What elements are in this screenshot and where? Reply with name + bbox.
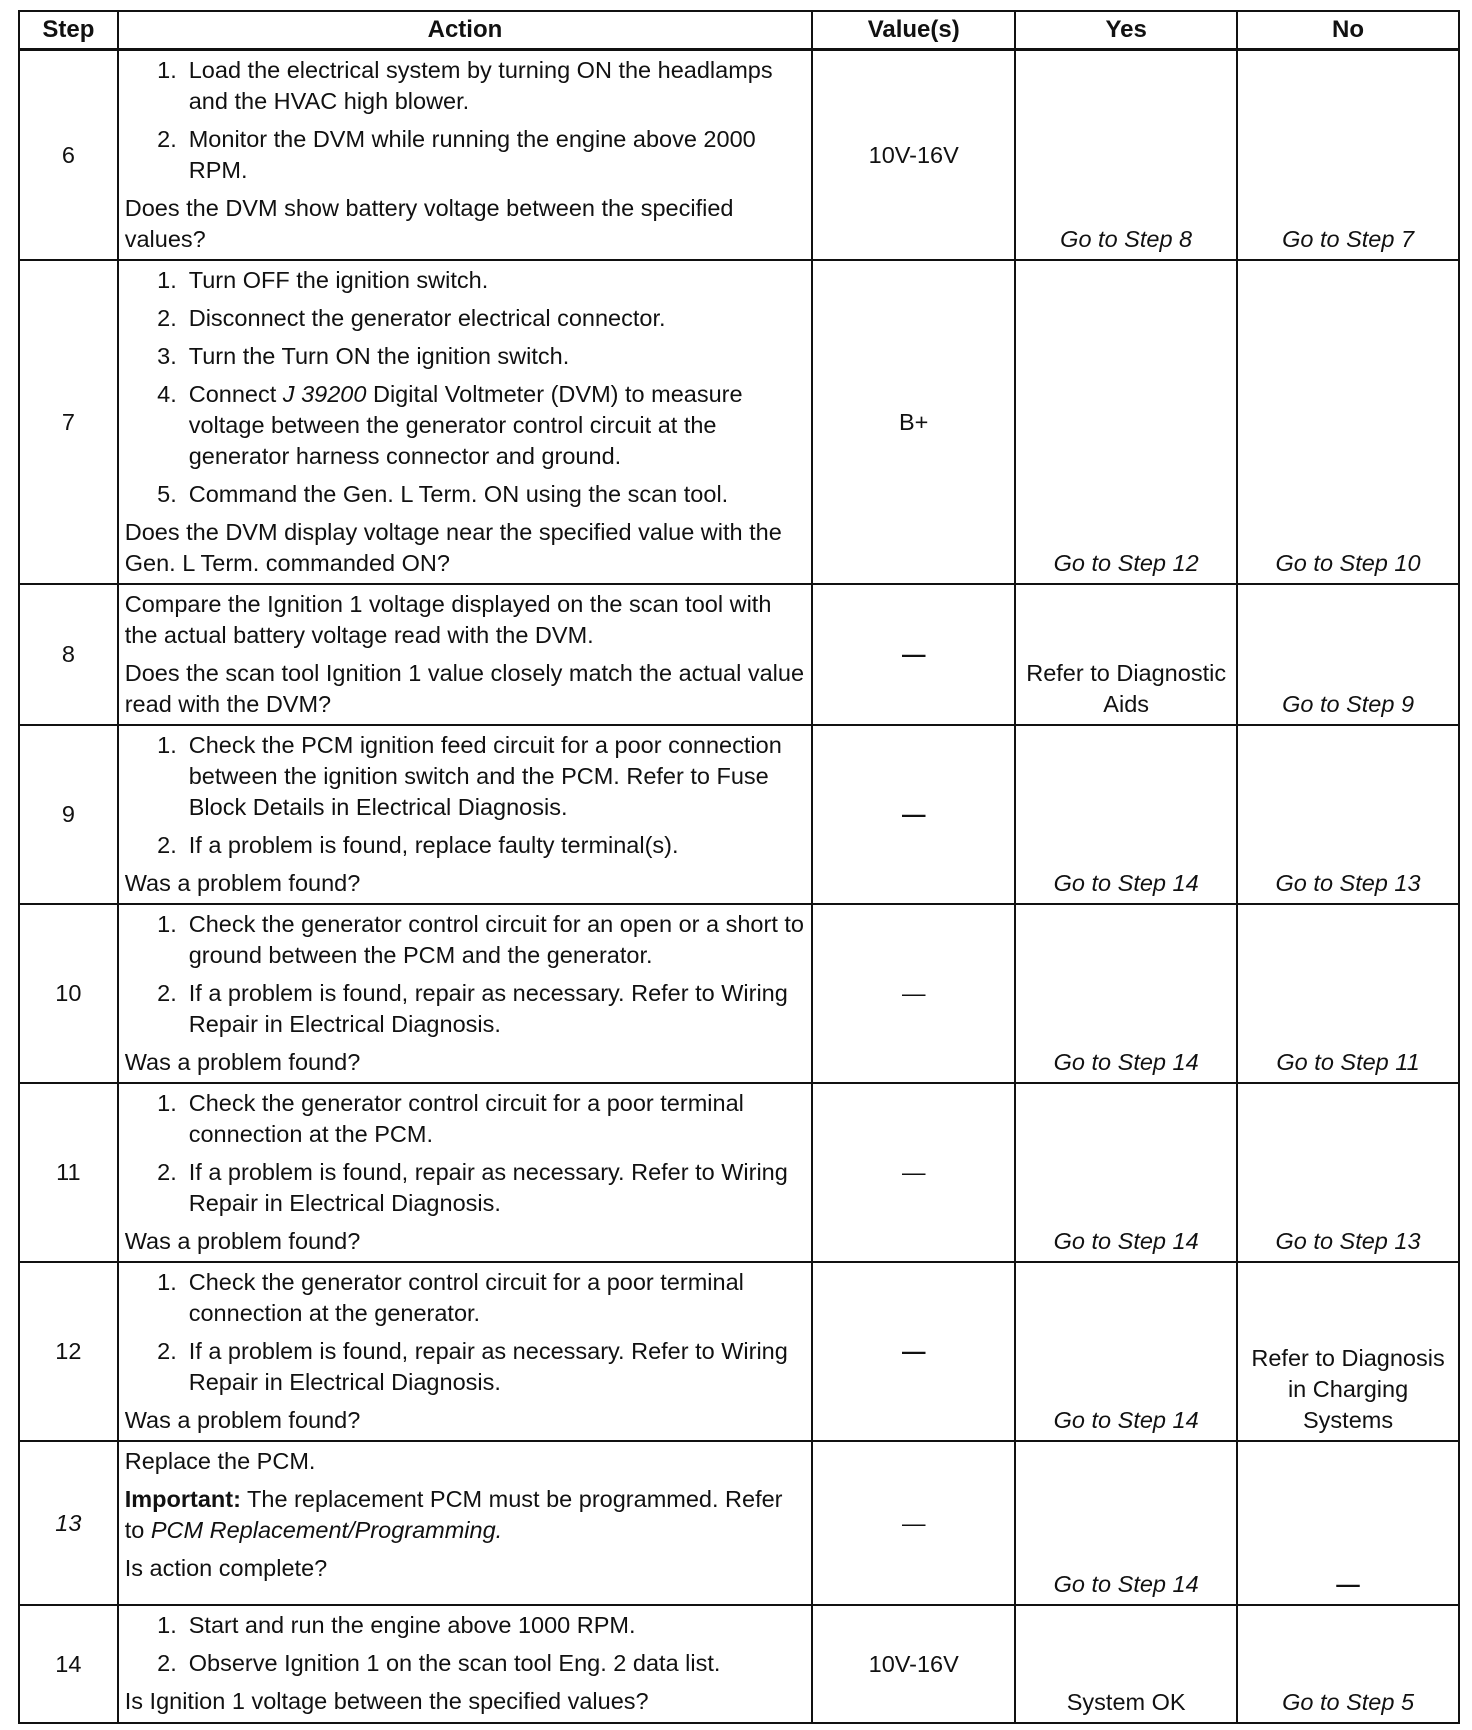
no-cell: Go to Step 11 [1237, 904, 1459, 1083]
action-cell [118, 50, 812, 261]
question-text: Was a problem found? [124, 1228, 361, 1254]
value-cell: — [812, 1083, 1015, 1262]
yes-cell: Go to Step 14 [1015, 1262, 1237, 1441]
important-note: Important: The replacement PCM must be programmed. Refer to PCM Replacement/Programming. [124, 1486, 783, 1543]
action-cell [118, 260, 812, 584]
table-row [19, 1262, 1459, 1441]
table-header-row [19, 11, 1459, 50]
list-item: 3. Turn the Turn ON the ignition switch. [157, 343, 570, 369]
no-cell: Go to Step 5 [1237, 1605, 1459, 1723]
action-cell [118, 1083, 812, 1262]
lead-text: Compare the Ignition 1 voltage displayed on the scan tool with the actual battery voltage read with the DVM. [124, 591, 772, 648]
no-cell: Go to Step 10 [1237, 260, 1459, 584]
action-cell [118, 1605, 812, 1723]
value-cell: 10V-16V [812, 50, 1015, 261]
step-number: 12 [19, 1262, 118, 1441]
header-no: No [1237, 11, 1459, 50]
question-text: Was a problem found? [124, 870, 361, 896]
yes-cell: Go to Step 8 [1015, 50, 1237, 261]
table-row [19, 725, 1459, 904]
header-step: Step [19, 11, 118, 50]
yes-cell: Go to Step 14 [1015, 1441, 1237, 1605]
step-number: 6 [19, 50, 118, 261]
programming-reference: PCM Replacement/Programming. [150, 1517, 503, 1543]
yes-cell: Go to Step 12 [1015, 260, 1237, 584]
yes-cell: System OK [1015, 1605, 1237, 1723]
no-cell: Refer to Diagnosis in Charging Systems [1237, 1262, 1459, 1441]
list-item: 1. Load the electrical system by turning ON the headlamps and the HVAC high blower. [157, 57, 773, 114]
no-cell: — [1237, 1441, 1459, 1605]
list-item: 1. Check the generator control circuit for a poor terminal connection at the PCM. [157, 1090, 744, 1147]
action-cell [118, 584, 812, 725]
question-text: Is Ignition 1 voltage between the specified values? [124, 1688, 649, 1714]
list-item: 4. Connect J 39200 Digital Voltmeter (DVM) to measure voltage between the generator control circuit at the generator harness connector and ground. [157, 381, 743, 469]
step-number: 7 [19, 260, 118, 584]
list-item: 1. Check the generator control circuit for a poor terminal connection at the generator. [157, 1269, 744, 1326]
value-cell: — [812, 1262, 1015, 1441]
no-cell: Go to Step 13 [1237, 725, 1459, 904]
step-number: 13 [19, 1441, 118, 1605]
list-item: 1. Check the PCM ignition feed circuit for a poor connection between the ignition switch and the PCM. Refer to Fuse Block Details in Electrical Diagnosis. [157, 732, 782, 820]
list-item: 2. If a problem is found, repair as necessary. Refer to Wiring Repair in Electrical Diagnosis. [157, 1159, 788, 1216]
list-item: 1. Check the generator control circuit for an open or a short to ground between the PCM and the generator. [157, 911, 804, 968]
action-cell [118, 1262, 812, 1441]
list-item: 2. Monitor the DVM while running the engine above 2000 RPM. [157, 126, 756, 183]
question-text: Does the DVM display voltage near the specified value with the Gen. L Term. commanded ON? [124, 519, 782, 576]
action-cell [118, 725, 812, 904]
header-action: Action [118, 11, 812, 50]
table-row [19, 1441, 1459, 1605]
question-text: Does the DVM show battery voltage between the specified values? [124, 195, 734, 252]
important-label: Important: [124, 1486, 241, 1512]
list-item: 1. Turn OFF the ignition switch. [157, 267, 489, 293]
list-item: 5. Command the Gen. L Term. ON using the scan tool. [157, 481, 729, 507]
list-item: 2. Disconnect the generator electrical connector. [157, 305, 666, 331]
table-row [19, 1083, 1459, 1262]
value-cell: — [812, 584, 1015, 725]
value-cell: — [812, 904, 1015, 1083]
value-cell: B+ [812, 260, 1015, 584]
value-cell: — [812, 725, 1015, 904]
list-item: 2. If a problem is found, repair as necessary. Refer to Wiring Repair in Electrical Diagnosis. [157, 1338, 788, 1395]
step-number: 10 [19, 904, 118, 1083]
list-item: 2. Observe Ignition 1 on the scan tool Eng. 2 data list. [157, 1650, 721, 1676]
step-number: 14 [19, 1605, 118, 1723]
list-item: 1. Start and run the engine above 1000 RPM. [157, 1612, 636, 1638]
step-number: 9 [19, 725, 118, 904]
question-text: Was a problem found? [124, 1049, 361, 1075]
value-cell: 10V-16V [812, 1605, 1015, 1723]
action-cell [118, 1441, 812, 1605]
no-cell: Go to Step 13 [1237, 1083, 1459, 1262]
list-item: 2. If a problem is found, replace faulty terminal(s). [157, 832, 679, 858]
table-row [19, 260, 1459, 584]
list-item: 2. If a problem is found, repair as necessary. Refer to Wiring Repair in Electrical Diagnosis. [157, 980, 788, 1037]
yes-cell: Refer to Diagnostic Aids [1015, 584, 1237, 725]
table-row [19, 1605, 1459, 1723]
table-row [19, 50, 1459, 261]
question-text: Does the scan tool Ignition 1 value closely match the actual value read with the DVM? [124, 660, 805, 717]
no-cell: Go to Step 7 [1237, 50, 1459, 261]
yes-cell: Go to Step 14 [1015, 725, 1237, 904]
header-values: Value(s) [812, 11, 1015, 50]
question-text: Was a problem found? [124, 1407, 361, 1433]
value-cell: — [812, 1441, 1015, 1605]
action-cell [118, 904, 812, 1083]
header-yes: Yes [1015, 11, 1237, 50]
no-cell: Go to Step 9 [1237, 584, 1459, 725]
yes-cell: Go to Step 14 [1015, 1083, 1237, 1262]
lead-text: Replace the PCM. [124, 1448, 316, 1474]
yes-cell: Go to Step 14 [1015, 904, 1237, 1083]
table-row [19, 584, 1459, 725]
diagnostic-table [18, 10, 1460, 1724]
table-row [19, 904, 1459, 1083]
tool-reference: J 39200 [282, 381, 367, 407]
step-number: 8 [19, 584, 118, 725]
question-text: Is action complete? [124, 1555, 328, 1581]
step-number: 11 [19, 1083, 118, 1262]
